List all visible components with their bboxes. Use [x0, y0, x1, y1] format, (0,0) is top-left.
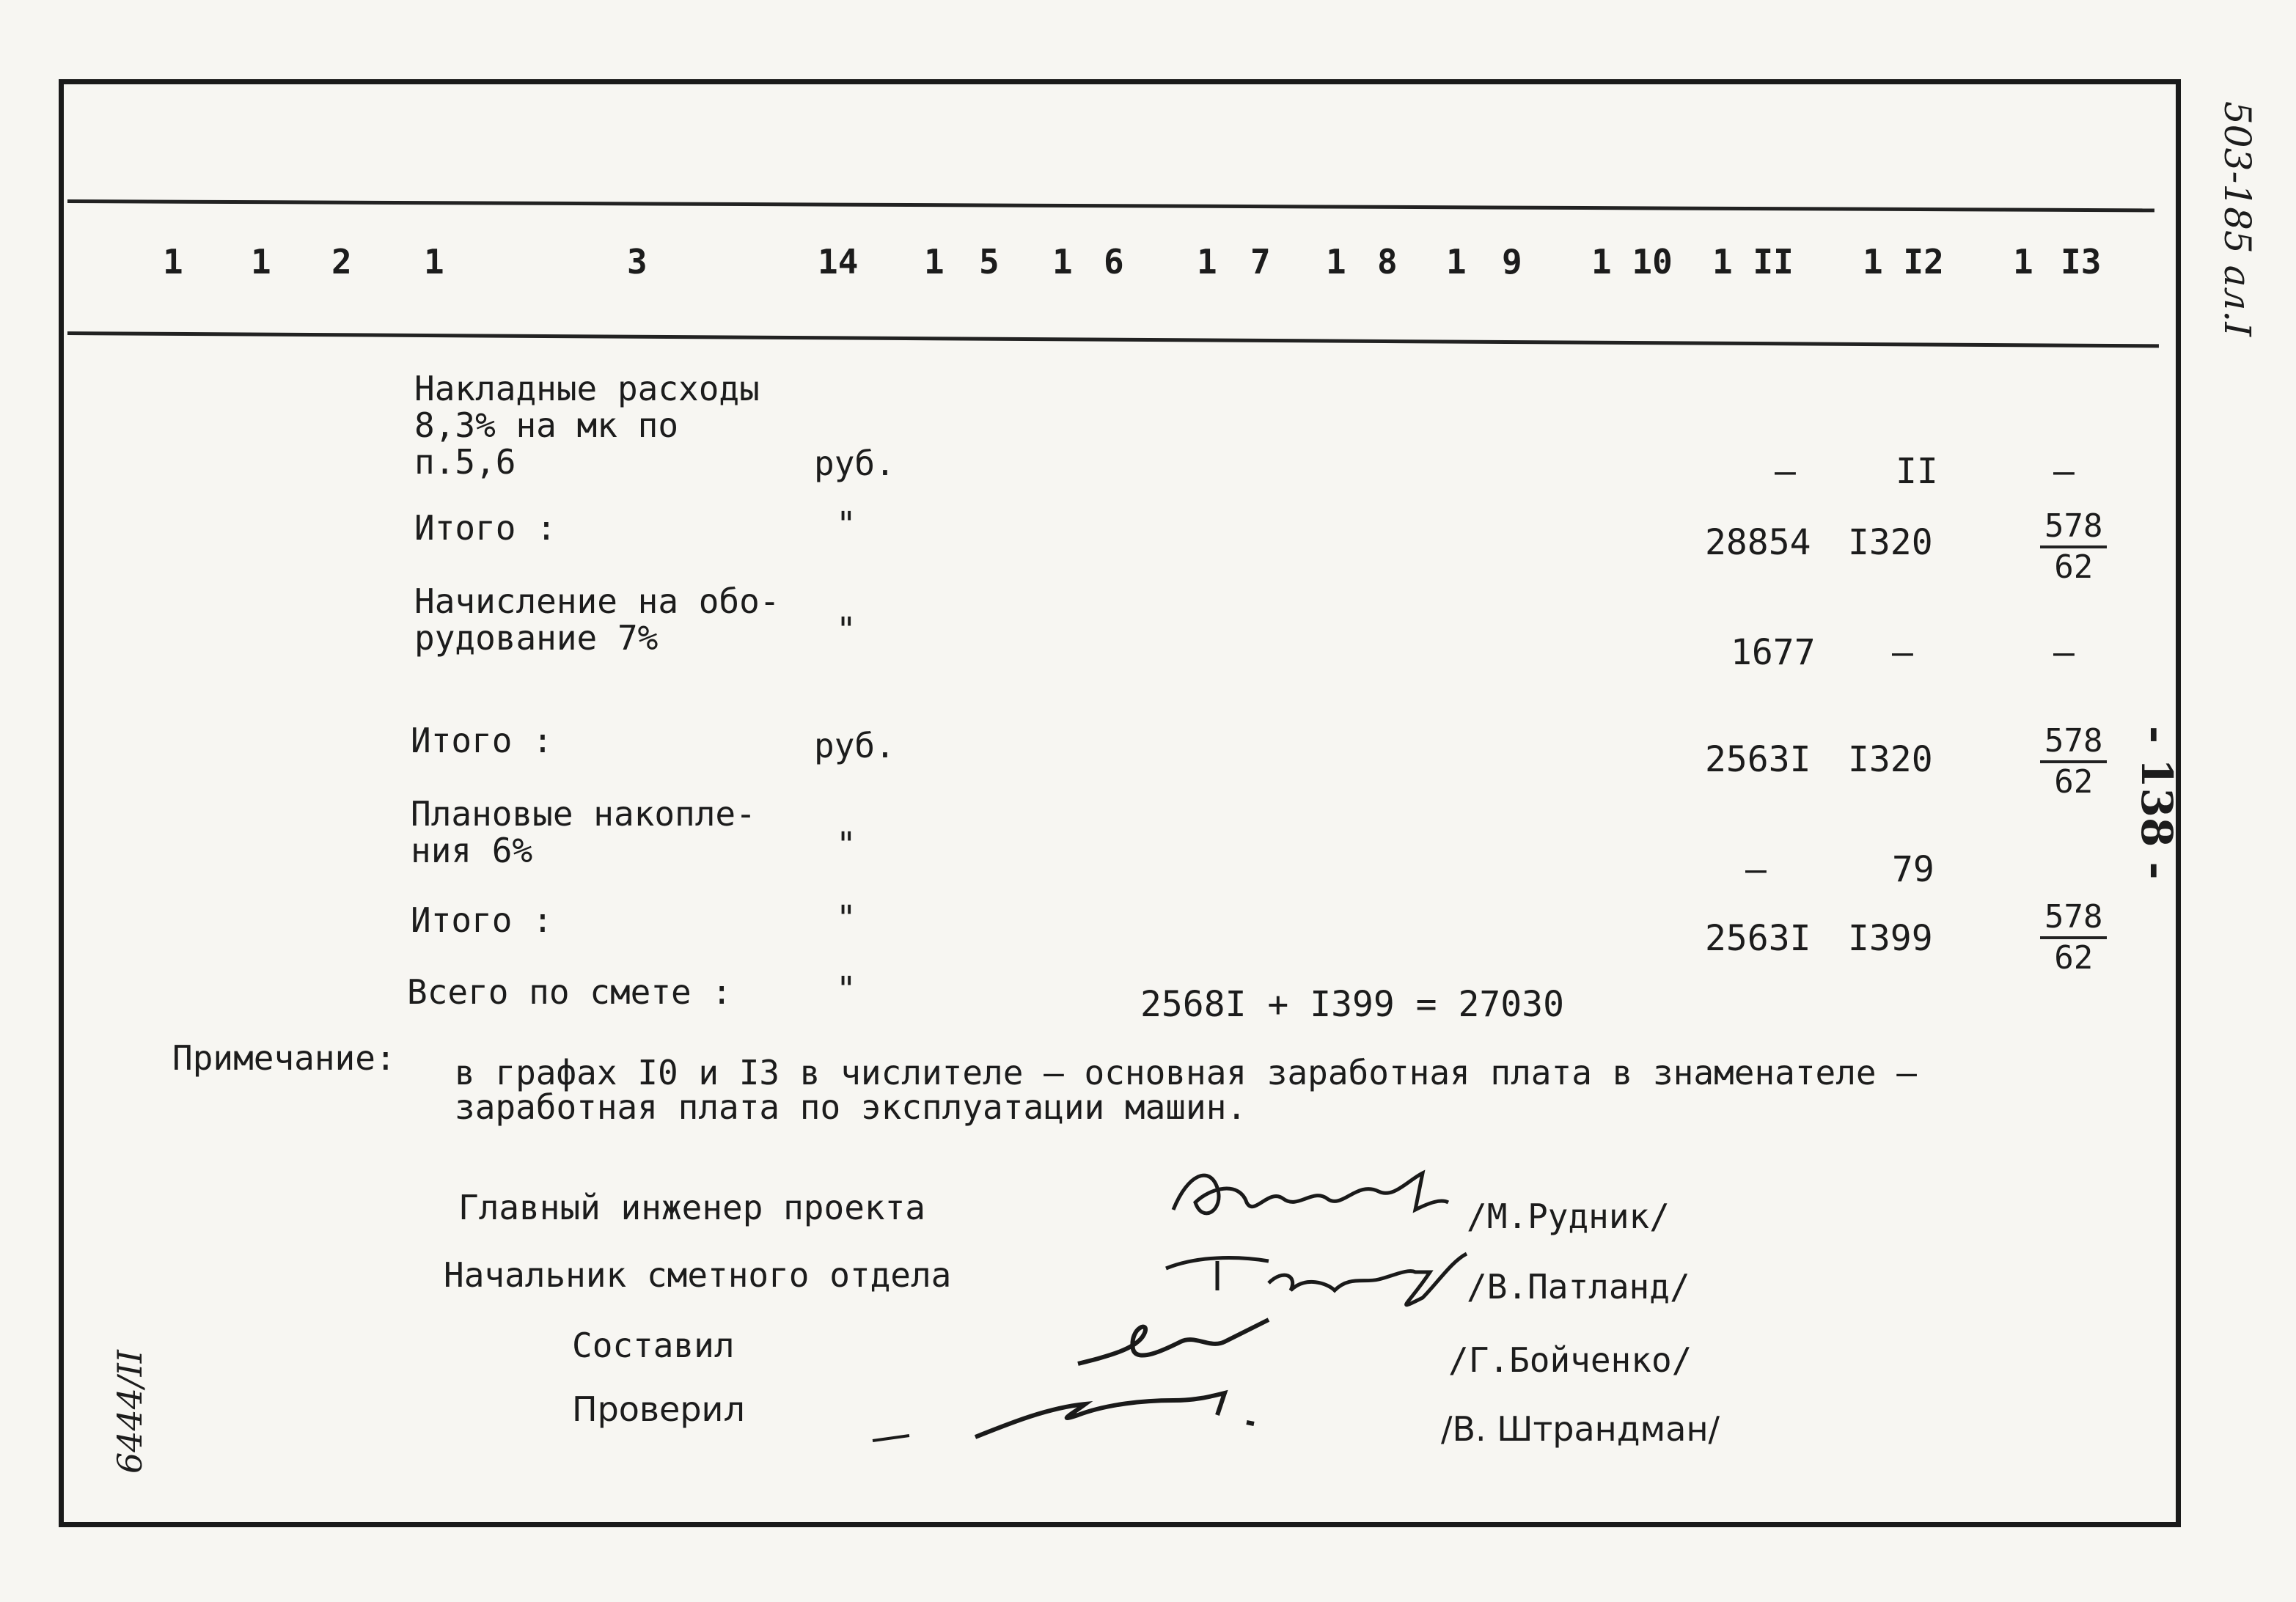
col-num: 1: [1326, 242, 1346, 282]
col-num: 1 II: [1712, 242, 1794, 282]
row-unit: руб.: [814, 726, 895, 765]
col11-value: 2563I: [1705, 739, 1811, 780]
signer-role: Составил: [572, 1326, 735, 1365]
col-num: 1 I2: [1863, 242, 1944, 282]
row-unit: ": [836, 504, 857, 544]
signature-scribble: [1159, 1158, 1452, 1239]
col12-value: 79: [1892, 849, 1934, 890]
col-num: 6: [1104, 242, 1124, 282]
col13-fraction: $\frac{578}{62}$: [2040, 898, 2107, 977]
archive-number: 6444/II: [110, 1350, 150, 1474]
col-num: 7: [1250, 242, 1271, 282]
page-number: - 138 -: [2132, 726, 2182, 880]
note-label: Примечание:: [172, 1038, 396, 1078]
total-label: Всего по смете :: [407, 972, 733, 1012]
col-num: 14: [818, 242, 859, 282]
signer-name: /Г.Бойченко/: [1448, 1340, 1692, 1380]
row-unit: ": [836, 825, 857, 864]
col13-fraction: $\frac{578}{62}$: [2040, 507, 2107, 587]
col-num: 1: [163, 242, 183, 282]
col11-value: –: [1775, 451, 1796, 492]
row-unit: руб.: [814, 444, 895, 483]
row-unit: ": [836, 610, 857, 650]
signer-name: /В.Патланд/: [1467, 1267, 1690, 1307]
total-unit: ": [836, 969, 857, 1009]
col-num: 9: [1502, 242, 1522, 282]
col-num: 5: [979, 242, 1000, 282]
col-num: 1: [924, 242, 945, 282]
signer-role: Проверил: [572, 1389, 745, 1429]
signature-scribble: [1063, 1305, 1283, 1378]
col-num: 1: [251, 242, 271, 282]
signer-name: /М.Рудник/: [1467, 1197, 1670, 1236]
col-num: 2: [331, 242, 352, 282]
col-num: 1: [1197, 242, 1217, 282]
row-label: Начисление на обо- рудование 7%: [414, 581, 780, 658]
col-num: 3: [627, 242, 648, 282]
row-label: Итого :: [411, 721, 553, 760]
signer-role: Главный инженер проекта: [458, 1188, 925, 1227]
col-num: 1: [2013, 242, 2033, 282]
col-num: 8: [1377, 242, 1398, 282]
col11-value: 28854: [1705, 522, 1811, 563]
signature-scribble: [865, 1371, 1305, 1452]
row-label: Итого :: [411, 900, 553, 940]
signer-role: Начальник сметного отдела: [444, 1255, 952, 1295]
col12-value: I399: [1848, 918, 1933, 959]
total-formula: 2568I + I399 = 27030: [1140, 984, 1564, 1025]
margin-code: 503-185 ал.I: [2216, 101, 2259, 337]
col12-value: –: [1892, 632, 1913, 673]
col-num: 1: [424, 242, 444, 282]
row-label: Плановые накопле- ния 6%: [411, 794, 756, 870]
col12-value: II: [1896, 451, 1938, 492]
row-unit: ": [836, 898, 857, 938]
row-label: Итого :: [414, 508, 557, 548]
row-label: Накладные расходы 8,3% на мк по п.5,6: [414, 369, 760, 482]
note-line-1: в графах I0 и I3 в числителе – основная заработная плата в знаменателе –: [455, 1053, 1917, 1092]
col-num: 1 10: [1591, 242, 1673, 282]
signer-name: /В. Штрандман/: [1441, 1409, 1720, 1449]
col13-fraction: $\frac{578}{62}$: [2040, 722, 2107, 801]
col11-value: 2563I: [1705, 918, 1811, 959]
col-num: 1: [1446, 242, 1467, 282]
col13-value: –: [2053, 451, 2075, 492]
col11-value: –: [1745, 849, 1767, 890]
col11-value: 1677: [1731, 632, 1816, 673]
col-num: 1: [1052, 242, 1073, 282]
col12-value: I320: [1848, 522, 1933, 563]
col13-value: –: [2053, 632, 2075, 673]
col-num: I3: [2061, 242, 2102, 282]
note-line-2: заработная плата по эксплуатации машин.: [455, 1087, 1247, 1127]
col12-value: I320: [1848, 739, 1933, 780]
